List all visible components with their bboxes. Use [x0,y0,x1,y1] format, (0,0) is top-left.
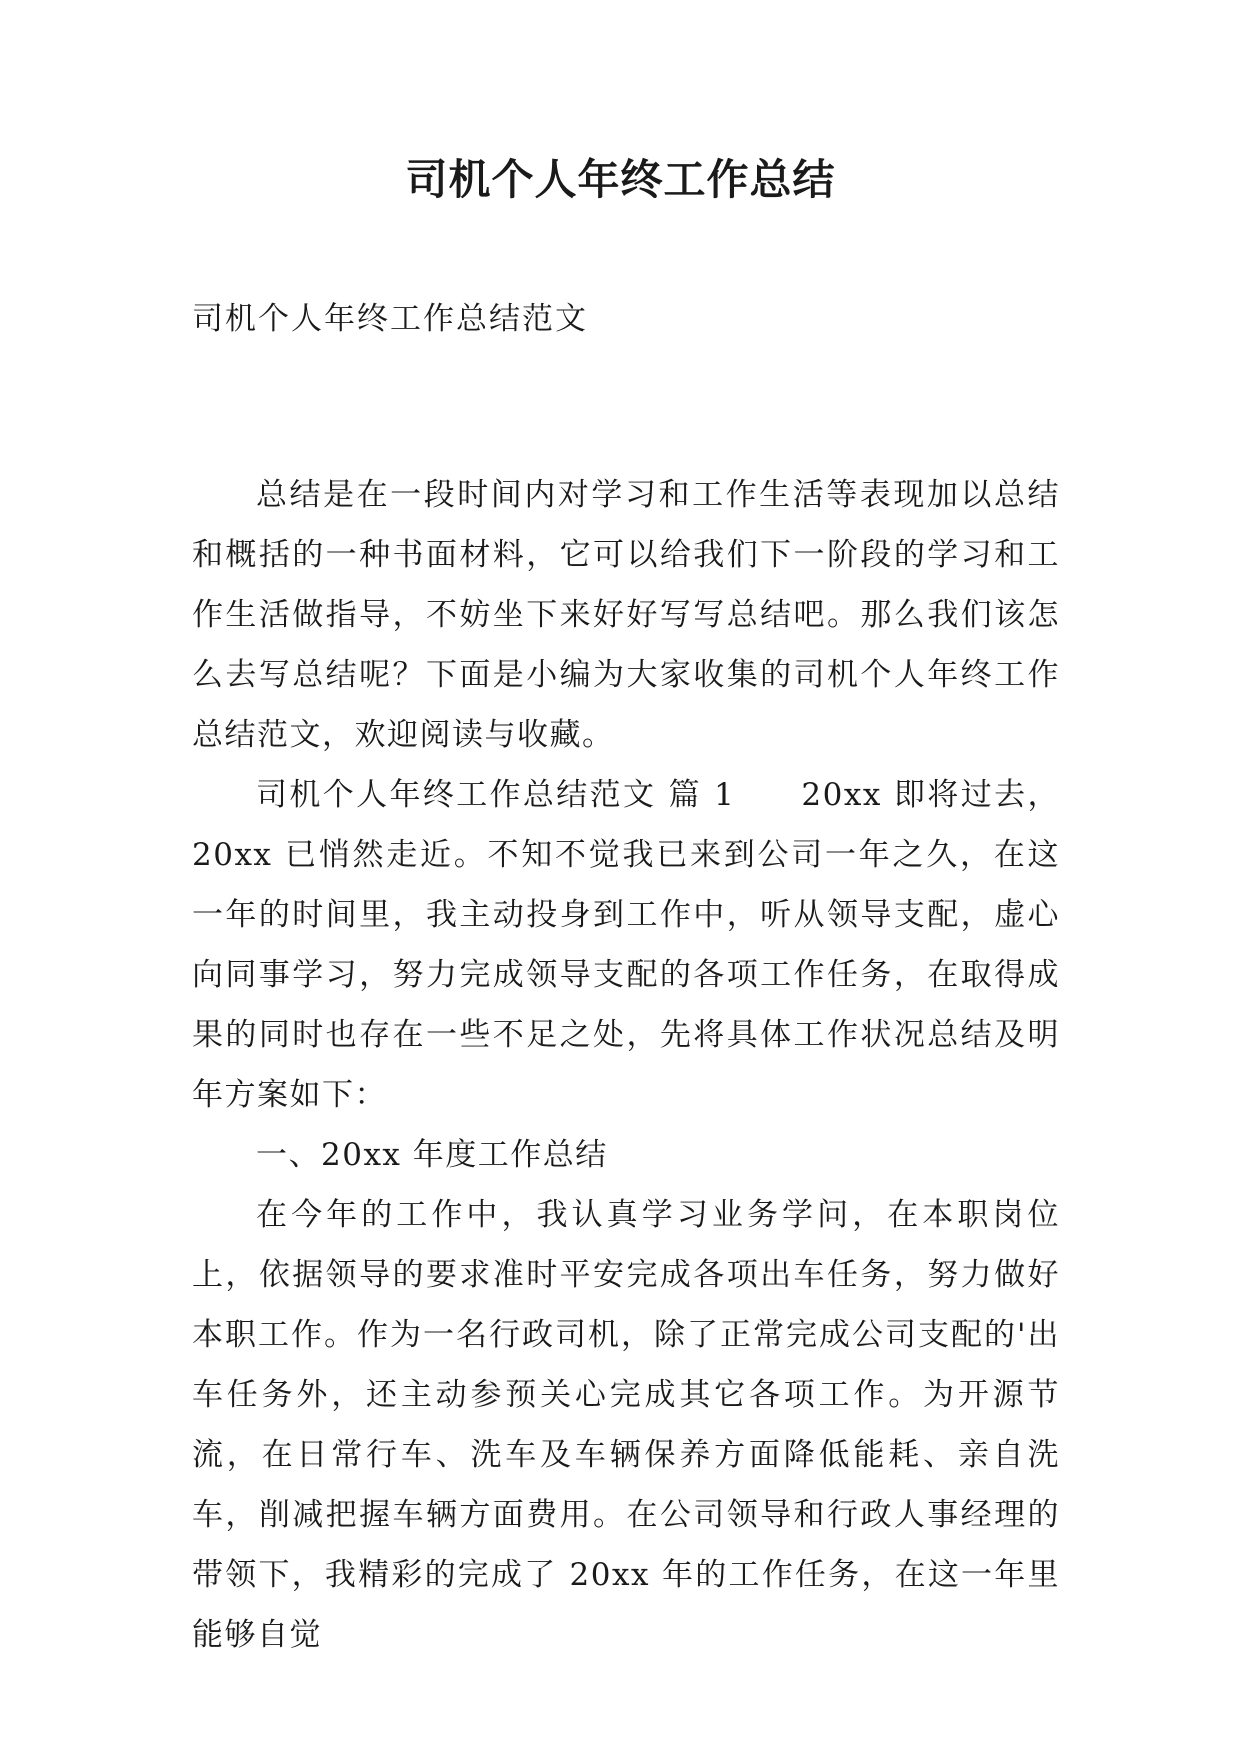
document-subtitle: 司机个人年终工作总结范文 [192,301,588,337]
section-heading: 一、20xx 年度工作总结 [256,1137,608,1173]
section-paragraph [192,765,1060,1125]
document-body [192,465,1060,1665]
section-text: 20xx 即将过去，20xx 已悄然走近。不知不觉我已来到公司一年之久，在这一年的时间里，我主动投身到工作中，听从领导支配，虚心向同事学习，努力完成领导支配的各项工作任务，在取得成果的同时也存在一些不足之处，先将具体工作状况总结及明年方案如下： [192,777,1060,1113]
section-label: 司机个人年终工作总结范文 篇 1 [256,777,736,813]
document-title: 司机个人年终工作总结 [405,155,836,204]
intro-paragraph: 总结是在一段时间内对学习和工作生活等表现加以总结和概括的一种书面材料，它可以给我们下一阶段的学习和工作生活做指导，不妨坐下来好好写写总结吧。那么我们该怎么去写总结呢？下面是小编为大家收集的司机个人年终工作总结范文，欢迎阅读与收藏。 [192,477,1060,753]
work-summary-paragraph: 在今年的工作中，我认真学习业务学问，在本职岗位上，依据领导的要求准时平安完成各项出车任务，努力做好本职工作。作为一名行政司机，除了正常完成公司支配的'出车任务外，还主动参预关心完成其它各项工作。为开源节流，在日常行车、洗车及车辆保养方面降低能耗、亲自洗车，削减把握车辆方面费用。在公司领导和行政人事经理的带领下，我精彩的完成了 20xx 年的工作任务，在这一年里能够自觉 [192,1197,1060,1653]
